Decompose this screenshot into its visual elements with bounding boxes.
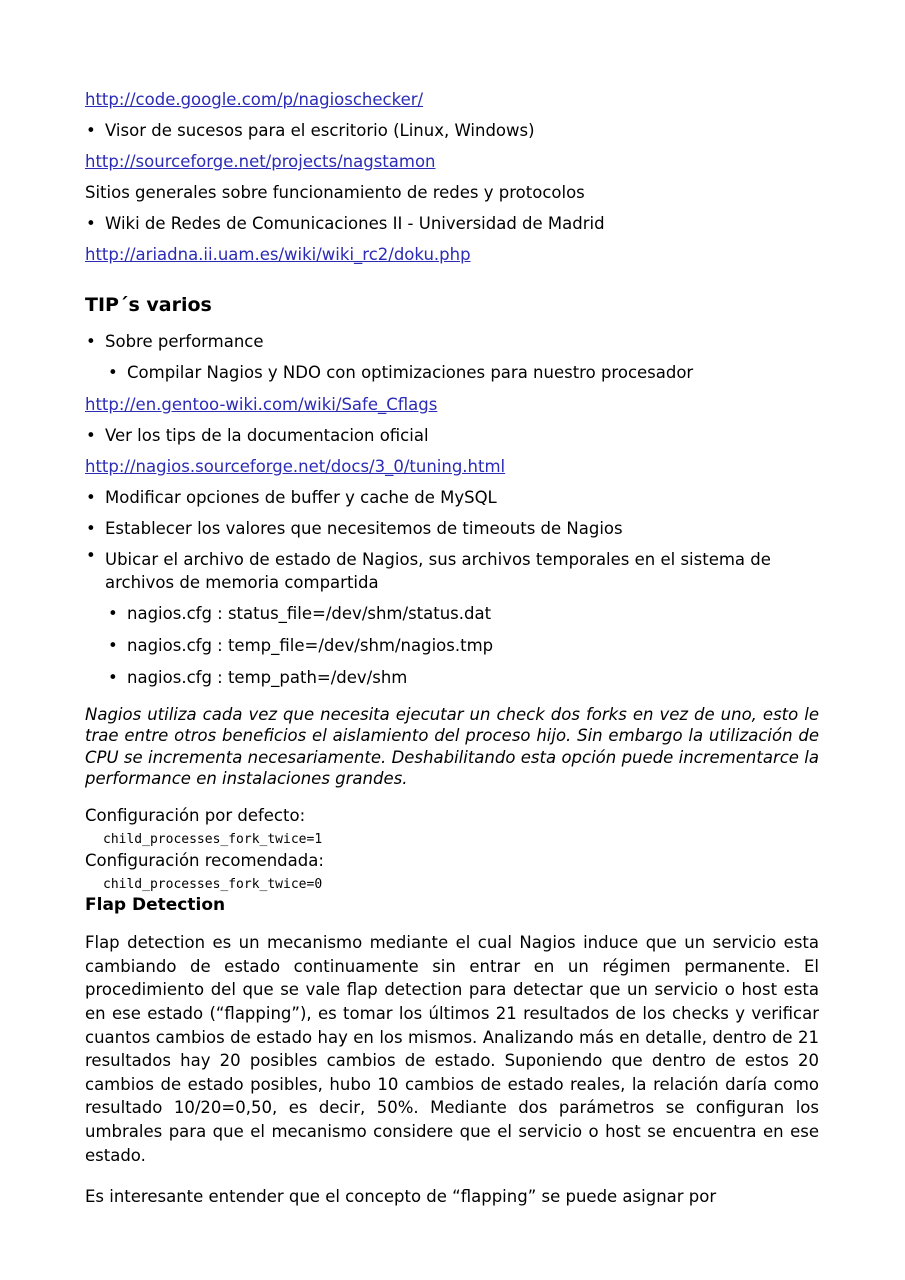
bullet-glyph: • xyxy=(86,488,96,507)
label-config-default: Configuración por defecto: xyxy=(85,806,306,826)
bullet-glyph: • xyxy=(108,636,118,655)
paragraph-nagios-forks: Nagios utiliza cada vez que necesita ejecutar un check dos forks en vez de uno, esto le trae entre otros beneficios el aislamiento del proceso hijo. Sin embargo la utilización de CPU se incrementa necesariamente. Deshabilitando esta opción puede incrementarce la performance en instalaciones grandes. xyxy=(85,705,819,788)
list-item xyxy=(85,208,819,239)
bullet-glyph: • xyxy=(86,214,96,233)
sub-list-item xyxy=(85,357,819,389)
list-item xyxy=(85,544,819,598)
link-ariadna-wiki[interactable]: http://ariadna.ii.uam.es/wiki/wiki_rc2/doku.php xyxy=(85,245,471,264)
link-nagstamon[interactable]: http://sourceforge.net/projects/nagstamon xyxy=(85,152,436,171)
bullet-glyph: • xyxy=(86,332,96,351)
link-nagioschecker[interactable]: http://code.google.com/p/nagioschecker/ xyxy=(85,90,424,109)
bullet-glyph: • xyxy=(86,426,96,445)
sub-list-item-label: nagios.cfg : status_file=/dev/shm/status.dat xyxy=(127,604,492,623)
label-config-recommended: Configuración recomendada: xyxy=(85,851,324,871)
sub-list-item-label: nagios.cfg : temp_file=/dev/shm/nagios.tmp xyxy=(127,636,494,655)
sub-list-item xyxy=(85,598,819,630)
list-item-label: Sobre performance xyxy=(105,332,264,351)
sub-list-item-label: Compilar Nagios y NDO con optimizaciones para nuestro procesador xyxy=(127,363,694,382)
sub-list-item xyxy=(85,662,819,694)
heading-flap-detection: Flap Detection xyxy=(85,895,226,916)
list-item xyxy=(85,326,819,357)
list-item-label: Visor de sucesos para el escritorio (Linux, Windows) xyxy=(105,121,535,140)
bullet-glyph: • xyxy=(86,519,96,538)
link-safe-cflags[interactable]: http://en.gentoo-wiki.com/wiki/Safe_Cflags xyxy=(85,395,438,414)
heading-tips-varios: TIP´s varios xyxy=(85,294,212,316)
code-config-recommended: child_processes_fork_twice=0 xyxy=(103,877,323,893)
bullet-glyph: • xyxy=(108,604,118,623)
paragraph-flap-detection-2: Es interesante entender que el concepto de “flapping” se puede asignar por xyxy=(85,1187,717,1207)
list-item xyxy=(85,482,819,513)
bullet-glyph: • xyxy=(108,363,118,382)
list-item-label: Ver los tips de la documentacion oficial xyxy=(105,426,429,445)
list-item-label: Modificar opciones de buffer y cache de MySQL xyxy=(105,488,497,507)
sub-list-item xyxy=(85,630,819,662)
list-item-label: Ubicar el archivo de estado de Nagios, sus archivos temporales en el sistema de archivos de memoria compartida xyxy=(105,550,771,592)
bullet-glyph: • xyxy=(86,121,96,140)
link-nagios-tuning[interactable]: http://nagios.sourceforge.net/docs/3_0/tuning.html xyxy=(85,457,506,476)
code-config-default: child_processes_fork_twice=1 xyxy=(103,832,323,848)
bullet-glyph: • xyxy=(108,668,118,687)
list-item-label: Wiki de Redes de Comunicaciones II - Universidad de Madrid xyxy=(105,214,605,233)
paragraph-sitios-generales: Sitios generales sobre funcionamiento de redes y protocolos xyxy=(85,183,585,202)
document-content xyxy=(85,84,819,1209)
list-item xyxy=(85,420,819,451)
paragraph-flap-detection-1: Flap detection es un mecanismo mediante el cual Nagios induce que un servicio esta cambiando de estado continuamente sin entrar en un régimen permanente. El procedimiento del que se vale flap detection para detectar que un servicio o host esta en ese estado (“flapping”), es tomar los últimos 21 resultados de los checks y verificar cuantos cambios de estado hay en los mismos. Analizando más en detalle, dentro de 21 resultados hay 20 posibles cambios de estado. Suponiendo que dentro de estos 20 cambios de estado posibles, hubo 10 cambios de estado reales, la relación daría como resultado 10/20=0,50, es decir, 50%. Mediante dos parámetros se configuran los umbrales para que el mecanismo considere que el servicio o host se encuentra en ese estado. xyxy=(85,933,819,1165)
list-item-label: Establecer los valores que necesitemos de timeouts de Nagios xyxy=(105,519,623,538)
list-item xyxy=(85,115,819,146)
sub-list-item-label: nagios.cfg : temp_path=/dev/shm xyxy=(127,668,408,687)
bullet-glyph: • xyxy=(86,546,96,565)
list-item xyxy=(85,513,819,544)
